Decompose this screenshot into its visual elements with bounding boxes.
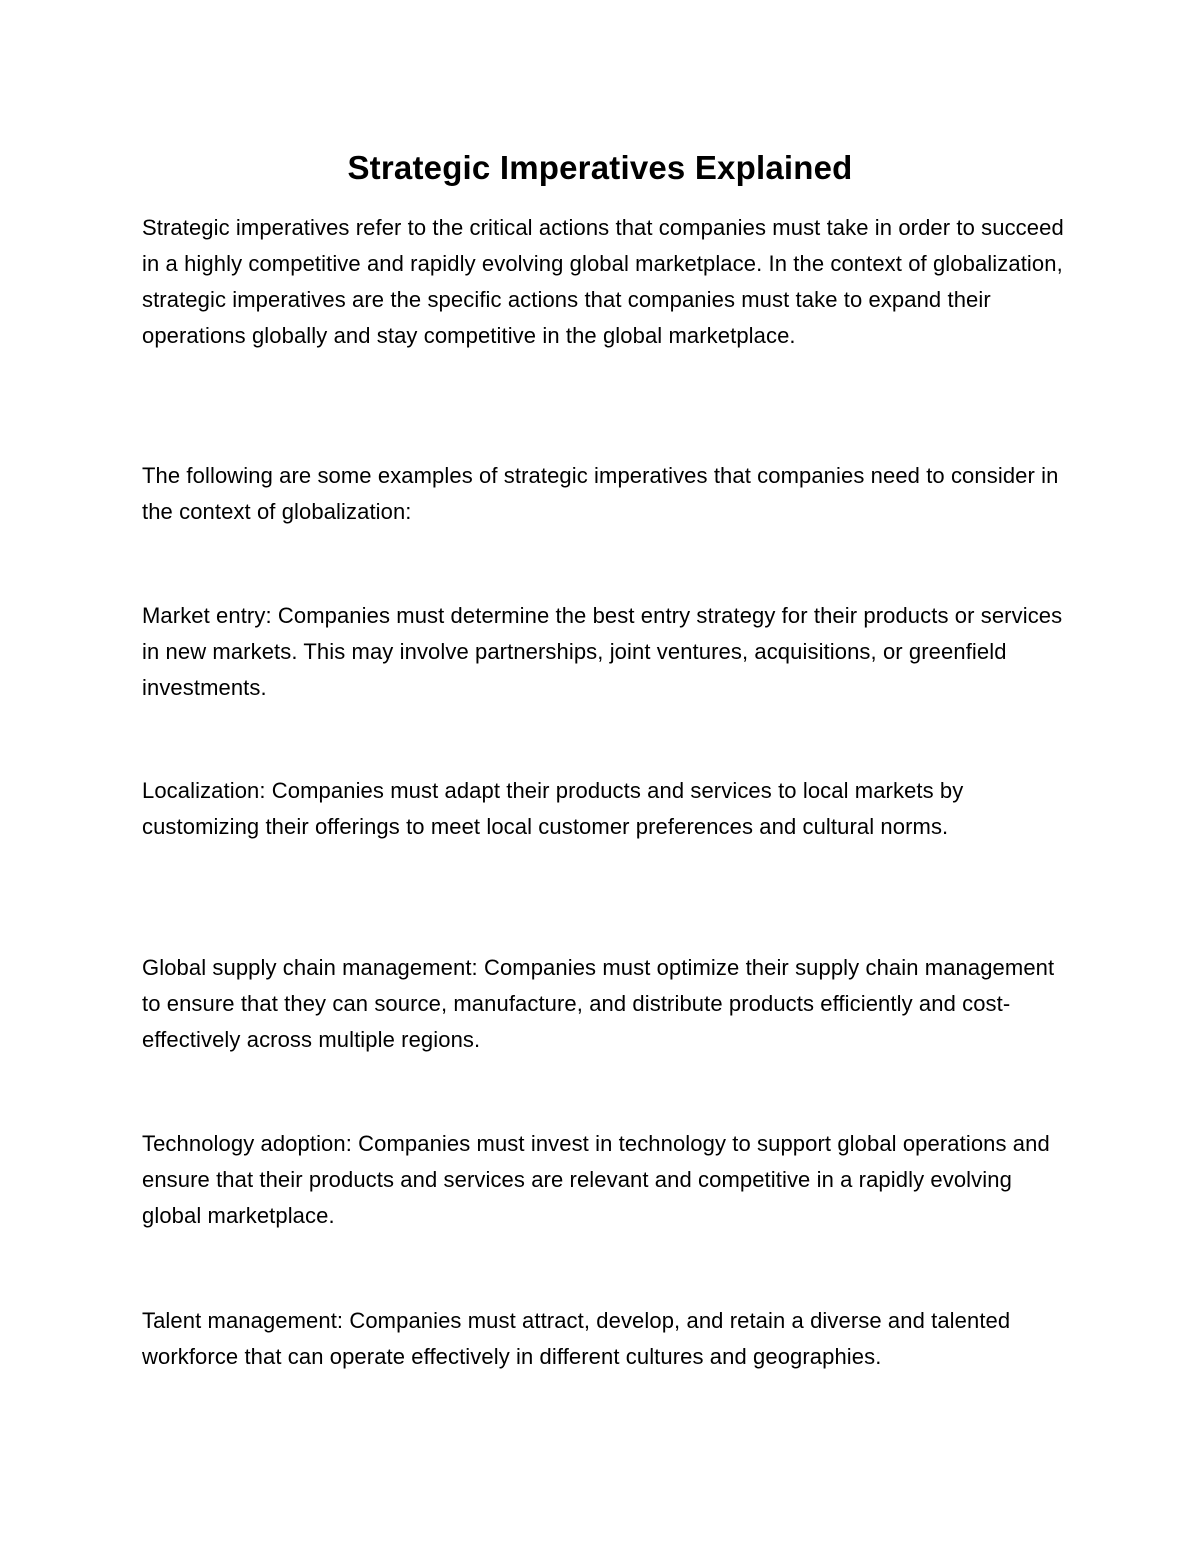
document-title: Strategic Imperatives Explained	[347, 149, 853, 186]
paragraph-supply-chain: Global supply chain management: Companies must optimize their supply chain management to ensure that they can source, manufacture, and distribute products efficiently and cost-effectively across multiple regions.	[142, 955, 1055, 1052]
paragraph-technology-adoption: Technology adoption: Companies must invest in technology to support global operations and ensure that their products and services are relevant and competitive in a rapidly evolving global marketplace.	[142, 1131, 1050, 1228]
paragraph-market-entry: Market entry: Companies must determine the best entry strategy for their products or services in new markets. This may involve partnerships, joint ventures, acquisitions, or greenfield investments.	[142, 603, 1063, 700]
paragraph-intro: Strategic imperatives refer to the critical actions that companies must take in order to succeed in a highly competitive and rapidly evolving global marketplace. In the context of globalization, strategic imperatives are the specific actions that companies must take to expand their operations globally and stay competitive in the global marketplace.	[142, 215, 1064, 348]
paragraph-localization: Localization: Companies must adapt their products and services to local markets by customizing their offerings to meet local customer preferences and cultural norms.	[142, 778, 964, 839]
paragraph-examples-intro: The following are some examples of strategic imperatives that companies need to consider in the context of globalization:	[142, 463, 1059, 524]
paragraph-talent-management: Talent management: Companies must attract, develop, and retain a diverse and talented workforce that can operate effectively in different cultures and geographies.	[142, 1308, 1011, 1369]
